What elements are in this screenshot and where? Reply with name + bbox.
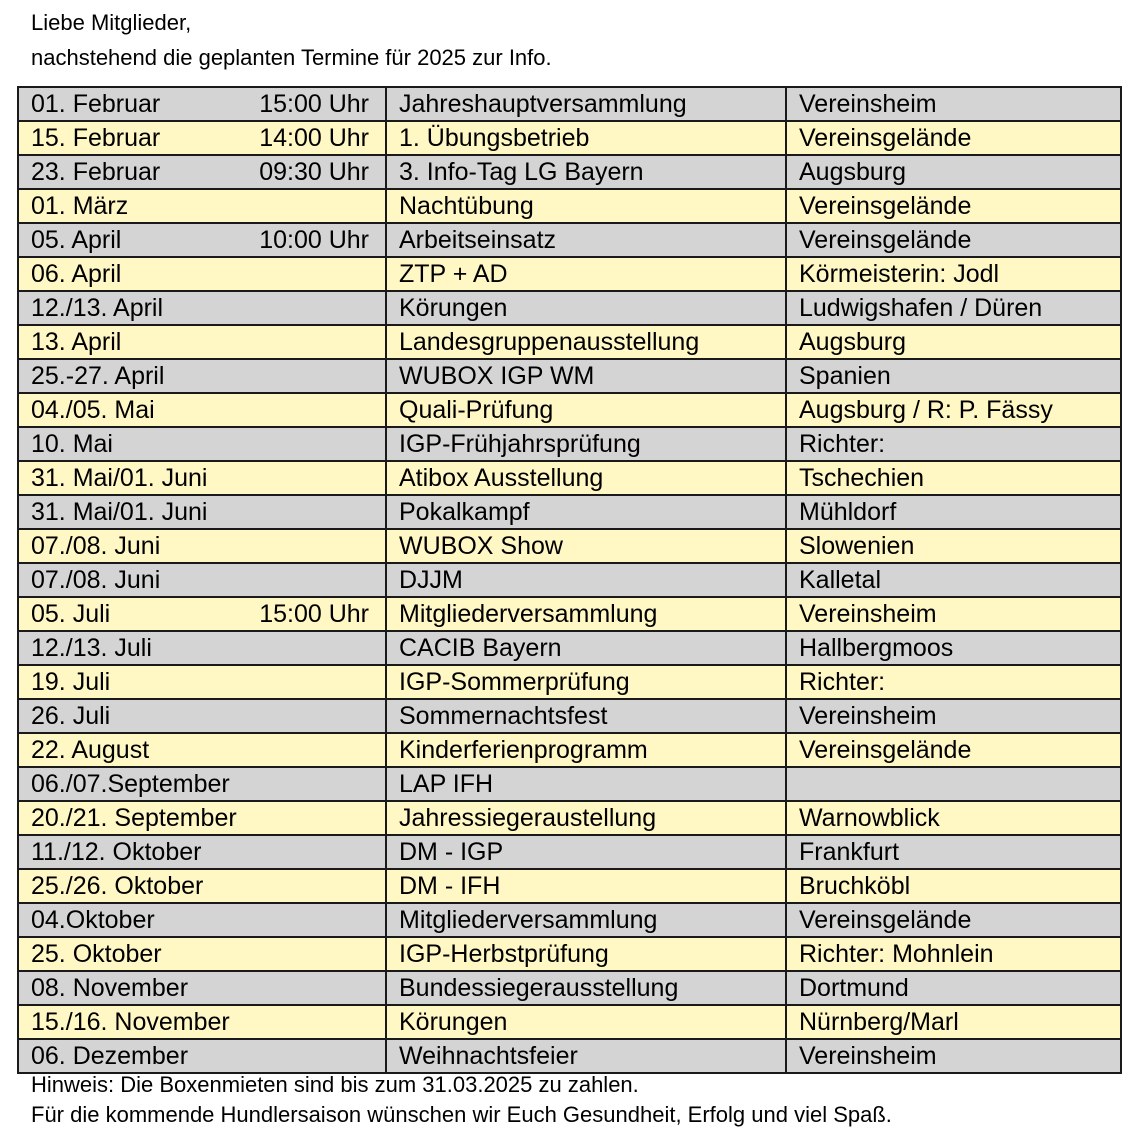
event-date-cell (18, 393, 386, 427)
events-table (17, 86, 1122, 1074)
event-row (18, 1039, 1121, 1073)
event-row (18, 767, 1121, 801)
event-date: 08. November (31, 974, 189, 1002)
event-row (18, 359, 1121, 393)
event-date: 15./16. November (31, 1008, 230, 1036)
event-name: WUBOX Show (386, 529, 786, 563)
event-row (18, 835, 1121, 869)
event-date: 04.Oktober (31, 906, 155, 934)
event-row (18, 801, 1121, 835)
event-date-cell (18, 733, 386, 767)
event-location: Richter: (786, 665, 1121, 699)
event-date-cell (18, 903, 386, 937)
event-row (18, 495, 1121, 529)
event-date: 10. Mai (31, 430, 113, 458)
event-date-cell (18, 325, 386, 359)
event-date: 26. Juli (31, 702, 111, 730)
event-location: Richter: Mohnlein (786, 937, 1121, 971)
event-row (18, 903, 1121, 937)
event-name: Mitgliederversammlung (386, 903, 786, 937)
event-name: Nachtübung (386, 189, 786, 223)
event-location: Augsburg (786, 325, 1121, 359)
event-date: 25.-27. April (31, 362, 165, 390)
event-location: Vereinsheim (786, 699, 1121, 733)
event-date-cell (18, 937, 386, 971)
event-row (18, 257, 1121, 291)
event-date-cell (18, 1039, 386, 1073)
event-date-cell (18, 835, 386, 869)
event-row (18, 121, 1121, 155)
event-location: Vereinsgelände (786, 733, 1121, 767)
event-location: Mühldorf (786, 495, 1121, 529)
event-name: Weihnachtsfeier (386, 1039, 786, 1073)
event-row (18, 937, 1121, 971)
event-location: Vereinsheim (786, 1039, 1121, 1073)
event-name: Mitgliederversammlung (386, 597, 786, 631)
event-location: Vereinsgelände (786, 189, 1121, 223)
event-date-cell (18, 1005, 386, 1039)
footer-note: Hinweis: Die Boxenmieten sind bis zum 31.03.2025 zu zahlen. (31, 1072, 639, 1097)
event-row (18, 631, 1121, 665)
event-date-cell (18, 291, 386, 325)
event-row (18, 529, 1121, 563)
event-name: IGP-Herbstprüfung (386, 937, 786, 971)
event-location: Bruchköbl (786, 869, 1121, 903)
event-date: 31. Mai/01. Juni (31, 498, 208, 526)
event-name: Atibox Ausstellung (386, 461, 786, 495)
intro-greeting: Liebe Mitglieder, (31, 10, 192, 35)
event-date: 20./21. September (31, 804, 237, 832)
event-date-cell (18, 189, 386, 223)
event-location: Kalletal (786, 563, 1121, 597)
event-name: Kinderferienprogramm (386, 733, 786, 767)
event-row (18, 869, 1121, 903)
event-row (18, 665, 1121, 699)
event-name: DM - IGP (386, 835, 786, 869)
event-name: ZTP + AD (386, 257, 786, 291)
event-date: 06./07.September (31, 770, 230, 798)
intro-text: nachstehend die geplanten Termine für 2025 zur Info. (31, 45, 552, 70)
event-location: Nürnberg/Marl (786, 1005, 1121, 1039)
event-name: 1. Übungsbetrieb (386, 121, 786, 155)
event-date-cell (18, 87, 386, 121)
event-date-cell (18, 631, 386, 665)
event-location: Hallbergmoos (786, 631, 1121, 665)
event-name: Pokalkampf (386, 495, 786, 529)
event-row (18, 223, 1121, 257)
event-name: Jahressiegeraustellung (386, 801, 786, 835)
event-row (18, 461, 1121, 495)
event-row (18, 1005, 1121, 1039)
event-time: 15:00 Uhr (259, 600, 369, 628)
event-date: 06. April (31, 260, 122, 288)
event-row (18, 597, 1121, 631)
event-date: 11./12. Oktober (31, 838, 202, 866)
event-time: 14:00 Uhr (259, 124, 369, 152)
event-name: WUBOX IGP WM (386, 359, 786, 393)
event-date-cell (18, 699, 386, 733)
event-row (18, 87, 1121, 121)
event-name: 3. Info-Tag LG Bayern (386, 155, 786, 189)
event-date-cell (18, 461, 386, 495)
event-date: 19. Juli (31, 668, 111, 696)
event-location: Vereinsheim (786, 597, 1121, 631)
event-date: 01. Februar (31, 90, 161, 118)
event-location: Vereinsheim (786, 87, 1121, 121)
event-date-cell (18, 359, 386, 393)
event-name: IGP-Sommerprüfung (386, 665, 786, 699)
event-date-cell (18, 869, 386, 903)
event-name: IGP-Frühjahrsprüfung (386, 427, 786, 461)
event-date: 05. April (31, 226, 122, 254)
event-location: Tschechien (786, 461, 1121, 495)
event-location: Richter: (786, 427, 1121, 461)
event-row (18, 563, 1121, 597)
event-row (18, 393, 1121, 427)
event-date-cell (18, 257, 386, 291)
event-location: Ludwigshafen / Düren (786, 291, 1121, 325)
event-date-cell (18, 665, 386, 699)
event-location: Dortmund (786, 971, 1121, 1005)
event-name: DJJM (386, 563, 786, 597)
event-name: Jahreshauptversammlung (386, 87, 786, 121)
event-date: 04./05. Mai (31, 396, 155, 424)
event-date: 23. Februar (31, 158, 161, 186)
event-date: 15. Februar (31, 124, 161, 152)
event-date: 12./13. April (31, 294, 164, 322)
event-time: 09:30 Uhr (259, 158, 369, 186)
event-date: 05. Juli (31, 600, 111, 628)
event-date-cell (18, 597, 386, 631)
event-date-cell (18, 563, 386, 597)
event-row (18, 325, 1121, 359)
event-date-cell (18, 529, 386, 563)
event-location (786, 767, 1121, 801)
event-name: Quali-Prüfung (386, 393, 786, 427)
event-row (18, 699, 1121, 733)
event-row (18, 155, 1121, 189)
event-date: 06. Dezember (31, 1042, 189, 1070)
footer-wishes: Für die kommende Hundlersaison wünschen wir Euch Gesundheit, Erfolg und viel Spaß. (31, 1102, 892, 1127)
event-date: 12./13. Juli (31, 634, 152, 662)
event-date: 22. August (31, 736, 150, 764)
event-time: 10:00 Uhr (259, 226, 369, 254)
event-date: 25. Oktober (31, 940, 162, 968)
event-date-cell (18, 121, 386, 155)
event-name: Sommernachtsfest (386, 699, 786, 733)
event-location: Vereinsgelände (786, 903, 1121, 937)
event-date-cell (18, 801, 386, 835)
event-date: 13. April (31, 328, 122, 356)
event-location: Warnowblick (786, 801, 1121, 835)
event-name: Bundessiegerausstellung (386, 971, 786, 1005)
event-name: Körungen (386, 291, 786, 325)
event-row (18, 291, 1121, 325)
event-name: Körungen (386, 1005, 786, 1039)
event-time: 15:00 Uhr (259, 90, 369, 118)
event-date: 25./26. Oktober (31, 872, 204, 900)
event-date: 31. Mai/01. Juni (31, 464, 208, 492)
event-date-cell (18, 767, 386, 801)
event-row (18, 971, 1121, 1005)
event-date-cell (18, 427, 386, 461)
event-location: Augsburg / R: P. Fässy (786, 393, 1121, 427)
event-location: Frankfurt (786, 835, 1121, 869)
event-name: LAP IFH (386, 767, 786, 801)
event-date: 07./08. Juni (31, 566, 161, 594)
event-location: Spanien (786, 359, 1121, 393)
event-date-cell (18, 971, 386, 1005)
event-row (18, 733, 1121, 767)
event-row (18, 427, 1121, 461)
event-date-cell (18, 223, 386, 257)
event-name: Arbeitseinsatz (386, 223, 786, 257)
event-name: DM - IFH (386, 869, 786, 903)
event-name: Landesgruppenausstellung (386, 325, 786, 359)
event-location: Vereinsgelände (786, 223, 1121, 257)
event-date-cell (18, 155, 386, 189)
event-location: Augsburg (786, 155, 1121, 189)
event-location: Slowenien (786, 529, 1121, 563)
events-table-body (18, 87, 1121, 1073)
event-location: Körmeisterin: Jodl (786, 257, 1121, 291)
event-date-cell (18, 495, 386, 529)
event-location: Vereinsgelände (786, 121, 1121, 155)
event-row (18, 189, 1121, 223)
event-name: CACIB Bayern (386, 631, 786, 665)
event-date: 07./08. Juni (31, 532, 161, 560)
event-date: 01. März (31, 192, 129, 220)
